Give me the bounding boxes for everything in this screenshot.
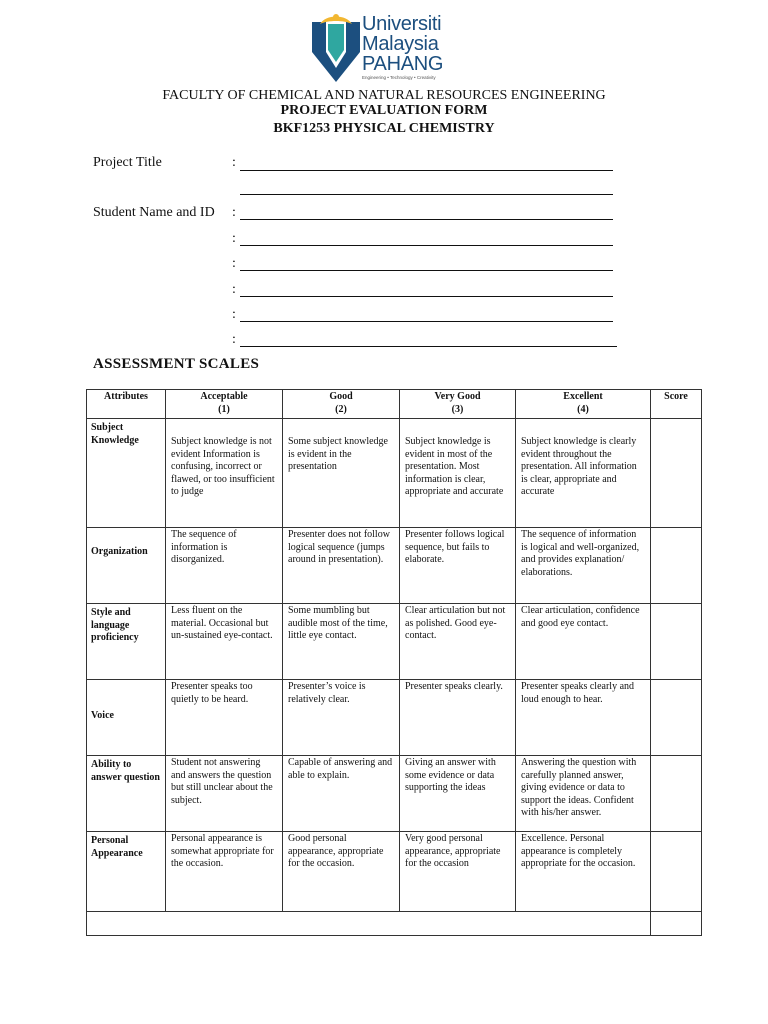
- header-attributes: Attributes: [87, 390, 166, 419]
- table-row: [87, 756, 702, 832]
- student-line-2[interactable]: [240, 245, 613, 246]
- total-score-cell[interactable]: [651, 912, 702, 936]
- table-row: [87, 832, 702, 912]
- cell-excellent: Excellence. Personal appearance is completely appropriate for the occasion.: [516, 832, 651, 912]
- table-row: [87, 680, 702, 756]
- logo-line-2: Malaysia: [362, 33, 439, 55]
- row-attribute: Ability to answer question: [87, 756, 166, 832]
- student-name-label: Student Name and ID: [93, 205, 215, 220]
- student-line-3[interactable]: [240, 270, 613, 271]
- cell-excellent: Answering the question with carefully planned answer, giving evidence or data to support the ideas. Confident with his/her answer.: [516, 756, 651, 832]
- cell-good: Presenter does not follow logical sequence (jumps around in presentation).: [283, 528, 400, 604]
- course-title: BKF1253 PHYSICAL CHEMISTRY: [273, 121, 495, 136]
- cell-very-good: Subject knowledge is evident in most of the presentation. Most information is clear, appropriate and accurate: [400, 419, 516, 528]
- logo-wordmark: [362, 14, 443, 74]
- project-title-label: Project Title: [93, 155, 162, 170]
- cell-very-good: Presenter speaks clearly.: [400, 680, 516, 756]
- logo-line-1: Universiti: [362, 13, 442, 35]
- table-header-row: [87, 390, 702, 419]
- cell-excellent: Presenter speaks clearly and loud enough to hear.: [516, 680, 651, 756]
- cell-acceptable: Less fluent on the material. Occasional but un-sustained eye-contact.: [166, 604, 283, 680]
- cell-excellent: The sequence of information is logical and well-organized, and provides explanation/ elaborations.: [516, 528, 651, 604]
- header-label: Acceptable: [200, 391, 248, 402]
- project-title-line-2[interactable]: [240, 194, 613, 195]
- project-title-line-1[interactable]: [240, 170, 613, 171]
- cell-acceptable: Student not answering and answers the question but still unclear about the subject.: [166, 756, 283, 832]
- colon: :: [232, 231, 236, 246]
- row-attribute: Subject Knowledge: [87, 419, 166, 528]
- header-label: Excellent: [563, 391, 603, 402]
- total-row-empty-cell: [87, 912, 651, 936]
- student-line-4[interactable]: [240, 296, 613, 297]
- cell-good: Some subject knowledge is evident in the presentation: [283, 419, 400, 528]
- colon: :: [232, 307, 236, 322]
- cell-score[interactable]: [651, 528, 702, 604]
- rubric-table: [86, 389, 702, 936]
- header-score: Score: [651, 390, 702, 419]
- cell-score[interactable]: [651, 756, 702, 832]
- header-excellent: [516, 390, 651, 419]
- header-very-good: [400, 390, 516, 419]
- colon: :: [232, 155, 236, 170]
- colon: :: [232, 256, 236, 271]
- faculty-heading: FACULTY OF CHEMICAL AND NATURAL RESOURCES ENGINEERING: [162, 88, 606, 103]
- cell-acceptable: The sequence of information is disorganized.: [166, 528, 283, 604]
- header-label: Very Good: [434, 391, 481, 402]
- header-score-value: (4): [577, 403, 589, 415]
- header-score-value: (3): [451, 403, 464, 415]
- cell-score[interactable]: [651, 832, 702, 912]
- student-line-1[interactable]: [240, 219, 613, 220]
- table-row: [87, 419, 702, 528]
- header-label: Good: [329, 391, 353, 402]
- header-score-value: (1): [218, 403, 230, 415]
- cell-score[interactable]: [651, 680, 702, 756]
- assessment-heading: ASSESSMENT SCALES: [93, 356, 260, 372]
- colon: :: [232, 205, 236, 220]
- row-attribute: Style and language proficiency: [87, 604, 166, 680]
- colon: :: [232, 332, 236, 347]
- logo-tagline: Engineering • Technology • Creativity: [362, 75, 436, 80]
- cell-very-good: Presenter follows logical sequence, but fails to elaborate.: [400, 528, 516, 604]
- cell-excellent: Clear articulation, confidence and good eye contact.: [516, 604, 651, 680]
- logo-line-3: PAHANG: [362, 53, 444, 75]
- cell-score[interactable]: [651, 604, 702, 680]
- table-row: [87, 528, 702, 604]
- cell-acceptable: Presenter speaks too quietly to be heard.: [166, 680, 283, 756]
- cell-good: Good personal appearance, appropriate for the occasion.: [283, 832, 400, 912]
- cell-excellent: Subject knowledge is clearly evident throughout the presentation. All information is clear, appropriate and accurate: [516, 419, 651, 528]
- row-attribute: Personal Appearance: [87, 832, 166, 912]
- cell-very-good: Clear articulation but not as polished. Good eye-contact.: [400, 604, 516, 680]
- cell-very-good: Giving an answer with some evidence or data supporting the ideas: [400, 756, 516, 832]
- cell-very-good: Very good personal appearance, appropriate for the occasion: [400, 832, 516, 912]
- form-title: PROJECT EVALUATION FORM: [280, 103, 488, 118]
- row-attribute: Voice: [87, 680, 166, 756]
- table-row: [87, 604, 702, 680]
- cell-acceptable: Subject knowledge is not evident Information is confusing, incorrect or flawed, or too insufficient to judge: [166, 419, 283, 528]
- colon: :: [232, 282, 236, 297]
- cell-good: Presenter’s voice is relatively clear.: [283, 680, 400, 756]
- header-score-value: (2): [335, 403, 347, 415]
- student-line-5[interactable]: [240, 321, 613, 322]
- total-row: [87, 912, 702, 936]
- header-good: [283, 390, 400, 419]
- cell-good: Some mumbling but audible most of the time, little eye contact.: [283, 604, 400, 680]
- cell-score[interactable]: [651, 419, 702, 528]
- student-line-6[interactable]: [240, 346, 617, 347]
- cell-acceptable: Personal appearance is somewhat appropriate for the occasion.: [166, 832, 283, 912]
- logo-shield-icon: [312, 14, 360, 82]
- cell-good: Capable of answering and able to explain.: [283, 756, 400, 832]
- header-acceptable: [166, 390, 283, 419]
- row-attribute: Organization: [87, 528, 166, 604]
